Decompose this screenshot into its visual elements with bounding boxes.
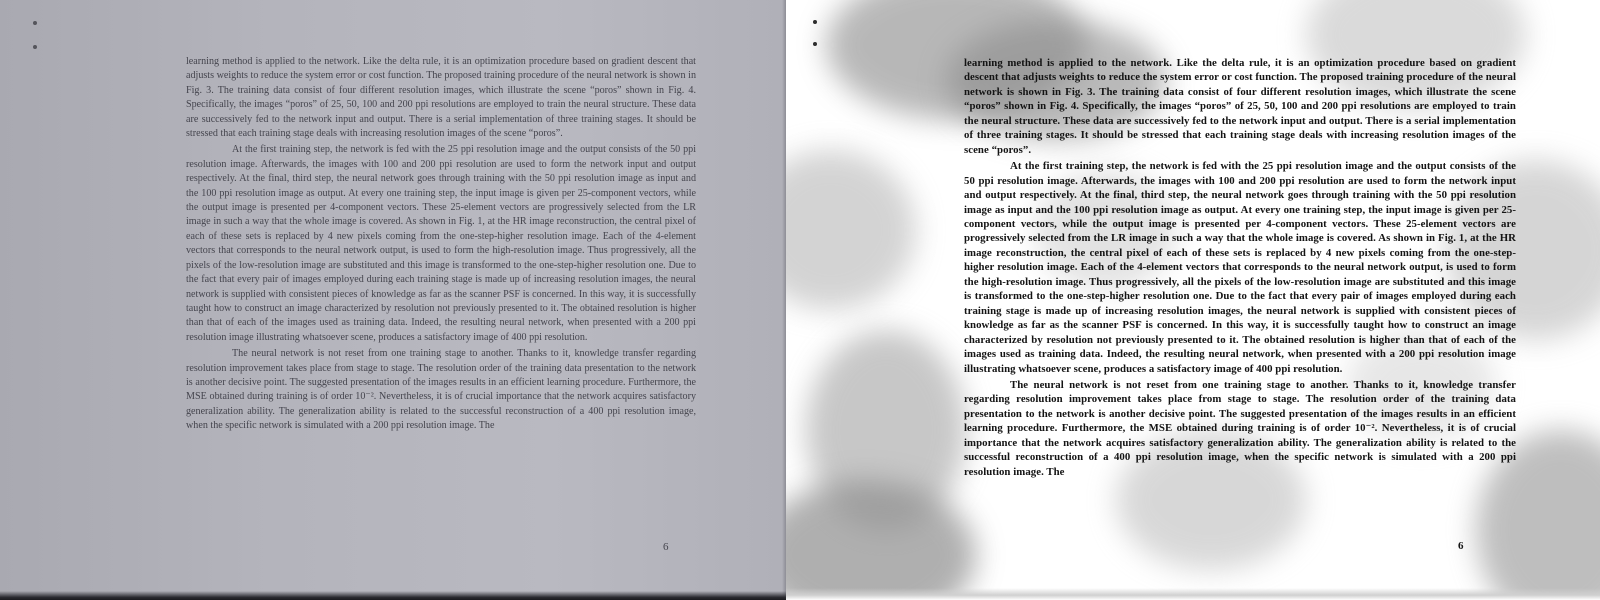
paragraph-2: At the first training step, the network is fed with the 25 ppi resolution image and the output consists of the 50 ppi resolution image. Afterwards, the images with 100 and 200 ppi resolution are used to form the network input and output respectively. At the final, third step, the neural network goes through training with the 50 ppi resolution image as input and the 100 ppi resolution image as output. At every one training step, the input image is given per 25-component vectors, while the output image is presented per 4-component vectors. These 25-element vectors are progressively selected from the LR image in such a way that the whole image is covered. As shown in Fig. 1, at the HR image reconstruction, the central pixel of each of these sets is replaced by 4 new pixels coming from the one-step-higher resolution image. Each of the 4-element vectors that corresponds to the neural network output, is used to form the high-resolution image. Thus progressively, all the pixels of the low-resolution image are substituted and this image is transformed to the one-step-higher resolution one. Due to the fact that every pair of images employed during each training stage is made up of increasing resolution images, the neural network is supplied with consistent pieces of knowledge as far as the scanner PSF is concerned. In this way, it is successfully taught how to construct an image characterized by resolution not previously presented to it. The obtained resolution is higher than that of each of the images used as training data. Indeed, the resulting neural network, when presented with a 200 ppi resolution image illustrating whatsoever scene, produces a satisfactory image of 400 ppi resolution. xyxy=(186,144,696,343)
page-number: 6 xyxy=(1458,540,1464,552)
paragraph-2: At the first training step, the network is fed with the 25 ppi resolution image and the output consists of the 50 ppi resolution image. Afterwards, the images with 100 and 200 ppi resolution are used to form the network input and output respectively. At the final, third step, the neural network goes through training with the 50 ppi resolution image as input and the 100 ppi resolution image as output. At every one training step, the input image is given per 25-component vectors, while the output image is presented per 4-component vectors. These 25-element vectors are progressively selected from the LR image in such a way that the whole image is covered. As shown in Fig. 1, at the HR image reconstruction, the central pixel of each of these sets is replaced by 4 new pixels coming from the one-step-higher resolution image. Each of the 4-element vectors that corresponds to the neural network output, is used to form the high-resolution image. Thus progressively, all the pixels of the low-resolution image are substituted and this image is transformed to the one-step-higher resolution one. Due to the fact that every pair of images employed during each training stage is made up of increasing resolution images, the neural network is supplied with consistent pieces of knowledge as far as the scanner PSF is concerned. In this way, it is successfully taught how to construct an image characterized by resolution not previously presented to it. The obtained resolution is higher than that of each of the images used as training data. Indeed, the resulting neural network, when presented with a 200 ppi resolution image illustrating whatsoever scene, produces a satisfactory image of 400 ppi resolution. xyxy=(964,160,1516,375)
punch-hole-mark xyxy=(813,20,817,24)
paragraph-1: learning method is applied to the network. Like the delta rule, it is an optimization procedure based on gradient descent that adjusts weights to reduce the system error or cost function. The proposed training procedure of the neural network is shown in Fig. 3. The training data consist of four different resolution images, which illustrate the scene “poros” shown in Fig. 4. Specifically, the images “poros” of 25, 50, 100 and 200 ppi resolutions are employed to train the neural structure. These data are successively fed to the network input and output. There is a serial implementation of three training stages. It should be stressed that each training stage deals with increasing resolution images of the scene “poros”. xyxy=(186,56,696,140)
paragraph-3: The neural network is not reset from one training stage to another. Thanks to it, knowledge transfer regarding resolution improvement takes place from stage to stage. The resolution order of the training data presentation to the network is another decisive point. The suggested presentation of the images results in an efficient learning procedure. Furthermore, the MSE obtained during training is of order 10⁻². Nevertheless, it is of crucial importance that the network acquires satisfactory generalization ability. The generalization ability is related to the successful reconstruction of a 400 ppi resolution image, when the specific network is simulated with a 200 ppi resolution image. The xyxy=(186,348,696,432)
paragraph-3: The neural network is not reset from one training stage to another. Thanks to it, knowledge transfer regarding resolution improvement takes place from stage to stage. The resolution order of the training data presentation to the network is another decisive point. The suggested presentation of the images results in an efficient learning procedure. Furthermore, the MSE obtained during training is of order 10⁻². Nevertheless, it is of crucial importance that the network acquires satisfactory generalization ability. The generalization ability is related to the successful reconstruction of a 400 ppi resolution image, when the specific network is simulated with a 200 ppi resolution image. The xyxy=(964,378,1516,478)
punch-hole-mark xyxy=(33,21,37,25)
original-text-block xyxy=(186,55,696,434)
page-number: 6 xyxy=(663,541,669,553)
bottom-edge xyxy=(786,588,1600,600)
bottom-shadow xyxy=(0,591,786,600)
processed-text-block xyxy=(964,56,1516,479)
punch-hole-mark xyxy=(33,45,37,49)
processed-output-panel xyxy=(786,0,1600,600)
paragraph-1: learning method is applied to the network. Like the delta rule, it is an optimization procedure based on gradient descent that adjusts weights to reduce the system error or cost function. The proposed training procedure of the neural network is shown in Fig. 3. The training data consist of four different resolution images, which illustrate the scene “poros” shown in Fig. 4. Specifically, the images “poros” of 25, 50, 100 and 200 ppi resolutions are employed to train the neural structure. These data are successively fed to the network input and output. There is a serial implementation of three training stages. It should be stressed that each training stage deals with increasing resolution images of the scene “poros”. xyxy=(964,57,1516,156)
original-scan-panel xyxy=(0,0,786,600)
punch-hole-mark xyxy=(813,42,817,46)
